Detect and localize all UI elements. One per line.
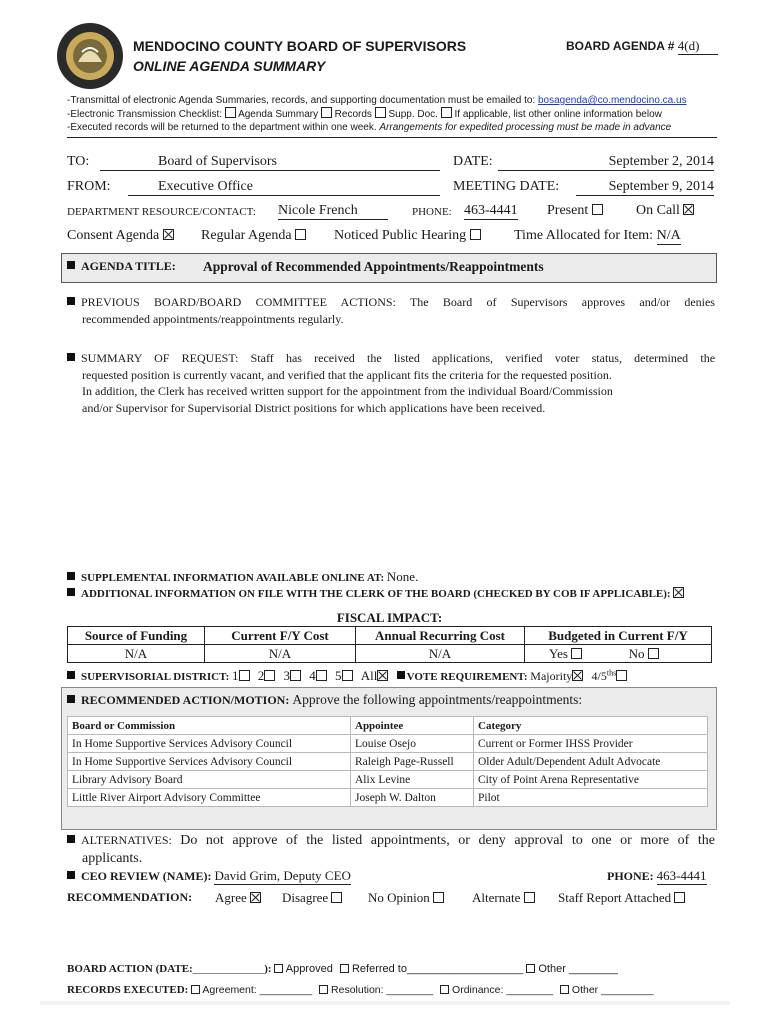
fiscal-header-annual: Annual Recurring Cost: [356, 627, 525, 645]
fiscal-source-value[interactable]: N/A: [68, 645, 205, 663]
to-label: TO:: [67, 154, 90, 169]
agenda-title-value[interactable]: Approval of Recommended Appointments/Reappointments: [203, 259, 544, 274]
time-allocated: Time Allocated for Item: N/A: [514, 228, 681, 243]
rec-agree-checkbox[interactable]: [250, 892, 261, 903]
alternatives-text[interactable]: Do not approve of the listed appointments, or deny approval to one or more of the: [180, 833, 716, 848]
email-link[interactable]: bosagenda@co.mendocino.ca.us: [537, 95, 687, 106]
to-field[interactable]: Board of Supervisors: [100, 154, 440, 171]
fiscal-title: FISCAL IMPACT:: [336, 610, 443, 625]
consent-agenda-checkbox[interactable]: [163, 229, 174, 240]
district-1-checkbox[interactable]: [239, 670, 250, 681]
ceo-recommendation: RECOMMENDATION:: [67, 890, 193, 904]
previous-actions-section: [67, 294, 715, 328]
from-label: FROM:: [67, 179, 111, 194]
contact-label: DEPARTMENT RESOURCE/CONTACT:: [67, 206, 256, 218]
board-action-row: BOARD ACTION (DATE:_____________): Approved Referred to___________________ Other ________: [67, 963, 618, 975]
agenda-number: BOARD AGENDA # 4(d): [566, 38, 718, 55]
summary-label: SUMMARY OF REQUEST:: [81, 351, 239, 365]
cell-board: Library Advisory Board: [68, 771, 351, 789]
summary-line-2[interactable]: requested position is currently vacant, and verified that the applicant fits the criteria for the requested position.: [82, 367, 612, 382]
table-row: [68, 771, 708, 789]
consent-agenda-option[interactable]: Consent Agenda: [67, 228, 174, 244]
approved-checkbox[interactable]: [274, 964, 283, 973]
checklist-supp-doc-checkbox[interactable]: [375, 107, 386, 118]
district-2-checkbox[interactable]: [264, 670, 275, 681]
page-title: MENDOCINO COUNTY BOARD OF SUPERVISORS: [133, 38, 467, 54]
rec-agree-option[interactable]: Agree: [215, 890, 261, 906]
rec-alternate-option[interactable]: Alternate: [472, 890, 535, 906]
column-header-category: Category: [474, 717, 708, 735]
agreement-checkbox[interactable]: [191, 985, 200, 994]
other-record-checkbox[interactable]: [560, 985, 569, 994]
cell-appointee: Joseph W. Dalton: [351, 789, 474, 807]
cell-category: Pilot: [474, 789, 708, 807]
agreement-field[interactable]: _________: [259, 984, 313, 996]
referred-to-field[interactable]: ___________________: [406, 963, 524, 975]
fiscal-header-current: Current F/Y Cost: [205, 627, 356, 645]
table-row: [68, 753, 708, 771]
checklist-agenda-summary-checkbox[interactable]: [225, 107, 236, 118]
agenda-title-label: AGENDA TITLE:: [67, 259, 176, 274]
resolution-checkbox[interactable]: [319, 985, 328, 994]
table-row: [68, 789, 708, 807]
summary-line-4[interactable]: and/or Supervisor for Supervisorial District positions for which applications have been received.: [82, 400, 546, 415]
board-action-date-field[interactable]: _____________: [192, 963, 265, 975]
cell-board: Little River Airport Advisory Committee: [68, 789, 351, 807]
supplemental-info: SUPPLEMENTAL INFORMATION AVAILABLE ONLINE AT: None.: [67, 569, 418, 585]
regular-agenda-option[interactable]: Regular Agenda: [201, 228, 306, 244]
appointments-table: [67, 716, 708, 807]
meeting-date-field[interactable]: September 9, 2014: [576, 179, 714, 196]
vote-four-fifths-checkbox[interactable]: [616, 670, 627, 681]
fiscal-header-budgeted: Budgeted in Current F/Y: [525, 627, 712, 645]
other-action-field[interactable]: ________: [568, 963, 618, 975]
cell-category: City of Point Arena Representative: [474, 771, 708, 789]
ceo-review: CEO REVIEW (NAME): David Grim, Deputy CEO: [67, 868, 351, 885]
column-header-appointee: Appointee: [351, 717, 474, 735]
budgeted-no-checkbox[interactable]: [648, 648, 659, 659]
cell-category: Older Adult/Dependent Adult Advocate: [474, 753, 708, 771]
ceo-name-field[interactable]: David Grim, Deputy CEO: [214, 868, 351, 883]
alternatives-label: ALTERNATIVES:: [81, 833, 172, 847]
rec-staff-report-checkbox[interactable]: [674, 892, 685, 903]
cell-board: In Home Supportive Services Advisory Council: [68, 735, 351, 753]
summary-line-3[interactable]: In addition, the Clerk has received written support for the appointment from the individual Board/Commission: [82, 384, 613, 398]
recommended-action-text[interactable]: Approve the following appointments/reappointments:: [292, 692, 583, 707]
rec-staff-report-option[interactable]: Staff Report Attached: [558, 890, 685, 906]
county-seal: [56, 22, 124, 90]
district-all-checkbox[interactable]: [377, 670, 388, 681]
noticed-hearing-checkbox[interactable]: [470, 229, 481, 240]
previous-actions-text[interactable]: The Board of Supervisors approves and/or denies: [409, 295, 715, 309]
table-row: [68, 735, 708, 753]
on-call-checkbox[interactable]: [683, 204, 694, 215]
ordinance-checkbox[interactable]: [440, 985, 449, 994]
ceo-phone: PHONE: 463-4441: [607, 868, 707, 883]
time-allocated-value[interactable]: N/A: [656, 228, 681, 243]
resolution-field[interactable]: ________: [386, 984, 434, 996]
checklist-records-checkbox[interactable]: [321, 107, 332, 118]
date-field[interactable]: September 2, 2014: [498, 154, 714, 171]
agenda-number-value: 4(d): [678, 38, 718, 55]
ceo-phone-field[interactable]: 463-4441: [656, 868, 707, 883]
supervisorial-district: SUPERVISORIAL DISTRICT: 1 2 3 4 5 All VOTE REQUIREMENT: Majority $4/5^{ths}$: [67, 668, 627, 684]
fiscal-impact: [67, 610, 712, 663]
additional-info-checkbox[interactable]: [673, 587, 684, 598]
alternatives-section: [67, 831, 715, 868]
rec-no-opinion-option[interactable]: No Opinion: [368, 890, 444, 906]
cell-appointee: Louise Osejo: [351, 735, 474, 753]
fiscal-header-source: Source of Funding: [68, 627, 205, 645]
regular-agenda-checkbox[interactable]: [295, 229, 306, 240]
cell-board: In Home Supportive Services Advisory Council: [68, 753, 351, 771]
on-call-option[interactable]: On Call: [636, 203, 694, 219]
noticed-hearing-option[interactable]: Noticed Public Hearing: [334, 228, 481, 244]
cell-appointee: Raleigh Page-Russell: [351, 753, 474, 771]
fiscal-annual-value[interactable]: N/A: [356, 645, 525, 663]
cell-appointee: Alix Levine: [351, 771, 474, 789]
district-5-checkbox[interactable]: [342, 670, 353, 681]
vote-majority-checkbox[interactable]: [572, 670, 583, 681]
page-bottom-edge: [40, 1001, 730, 1005]
previous-actions-label: PREVIOUS BOARD/BOARD COMMITTEE ACTIONS:: [81, 295, 396, 309]
district-3-checkbox[interactable]: [290, 670, 301, 681]
other-record-field[interactable]: _________: [601, 984, 654, 996]
cell-category: Current or Former IHSS Provider: [474, 735, 708, 753]
column-header-board: Board or Commission: [68, 717, 351, 735]
fiscal-budgeted-value: Yes No: [525, 645, 712, 663]
rec-alternate-checkbox[interactable]: [524, 892, 535, 903]
alternatives-text-cont[interactable]: applicants.: [82, 851, 143, 866]
rec-disagree-checkbox[interactable]: [331, 892, 342, 903]
additional-info: ADDITIONAL INFORMATION ON FILE WITH THE CLERK OF THE BOARD (CHECKED BY COB IF APPLICABLE):: [67, 587, 684, 600]
summary-section: [67, 350, 715, 416]
budgeted-yes-checkbox[interactable]: [571, 648, 582, 659]
recommended-action-label: RECOMMENDED ACTION/MOTION: Approve the following appointments/reappointments:: [67, 692, 582, 708]
contact-field[interactable]: Nicole French: [278, 203, 388, 220]
fiscal-current-value[interactable]: N/A: [205, 645, 356, 663]
checklist-other-checkbox[interactable]: [441, 107, 452, 118]
from-field[interactable]: Executive Office: [128, 179, 440, 196]
records-executed-row: RECORDS EXECUTED: Agreement: _________ Resolution: ________ Ordinance: ________ Other _________: [67, 984, 654, 996]
phone-field[interactable]: 463-4441: [464, 203, 518, 218]
page-subtitle: ONLINE AGENDA SUMMARY: [133, 58, 326, 74]
ordinance-field[interactable]: ________: [506, 984, 554, 996]
other-action-checkbox[interactable]: [526, 964, 535, 973]
meeting-date-label: MEETING DATE:: [453, 179, 560, 194]
summary-text[interactable]: Staff has received the listed applications, verified voter status, determined the: [250, 351, 716, 365]
referred-checkbox[interactable]: [340, 964, 349, 973]
phone-label: PHONE:: [412, 206, 452, 218]
transmittal-notice: -Transmittal of electronic Agenda Summaries, records, and supporting documentation must be emailed to: bosagenda@co.mendocino.ca.us -Electronic Transmission Checklist: Agenda Summary Records Supp. Doc. If applicable, list other online information below -Executed records will be returned to the department within one week. Arrangements for expedited processing must be made in advance: [67, 94, 717, 138]
rec-disagree-option[interactable]: Disagree: [282, 890, 342, 906]
supplemental-value[interactable]: None.: [386, 569, 419, 584]
date-label: DATE:: [453, 154, 493, 169]
present-checkbox[interactable]: [592, 204, 603, 215]
present-option[interactable]: Present: [547, 203, 603, 219]
district-4-checkbox[interactable]: [316, 670, 327, 681]
rec-no-opinion-checkbox[interactable]: [433, 892, 444, 903]
previous-actions-text-cont[interactable]: recommended appointments/reappointments regularly.: [82, 312, 344, 326]
